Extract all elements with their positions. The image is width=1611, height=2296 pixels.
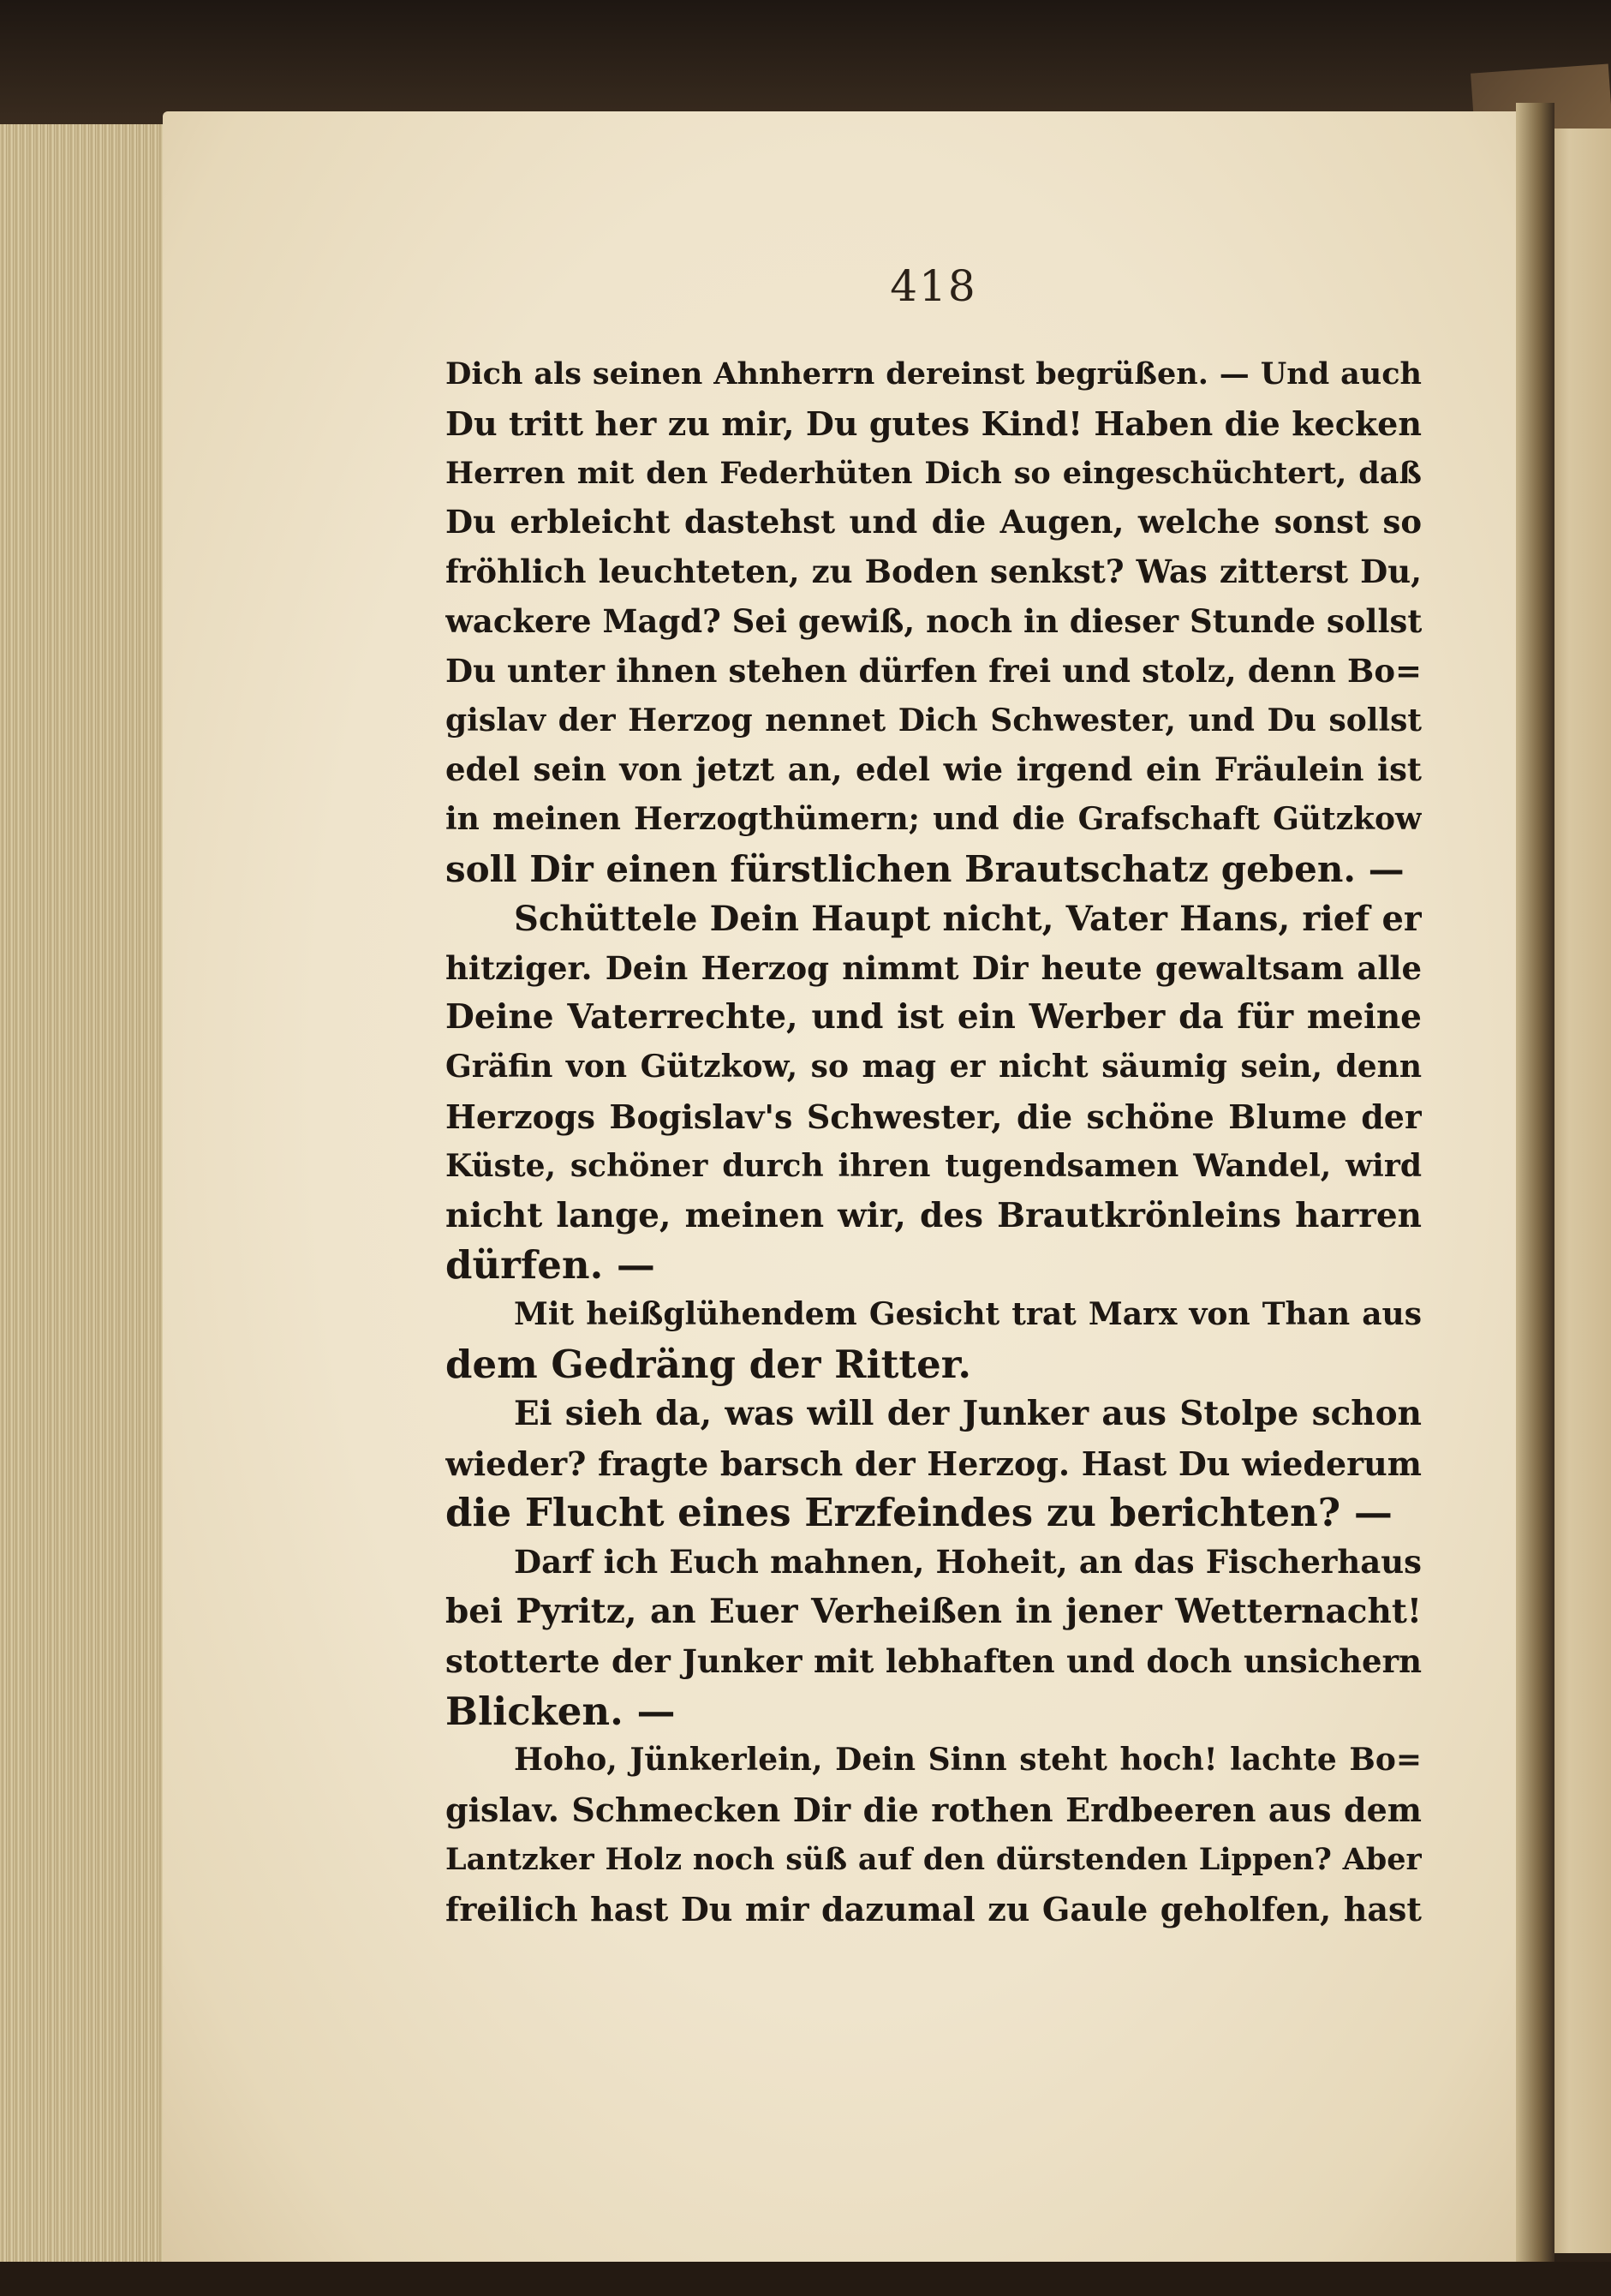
text-line: Deine Vaterrechte, und ist ein Werber da für meine bbox=[445, 997, 1422, 1037]
text-line: Ei sieh da, was will der Junker aus Stolpe schon bbox=[514, 1393, 1422, 1433]
text-line: Darf ich Euch mahnen, Hoheit, an das Fischerhaus bbox=[514, 1543, 1422, 1581]
text-line: soll Dir einen fürstlichen Brautschatz geben. — bbox=[445, 847, 1405, 890]
text-line: Küste, schöner durch ihren tugendsamen Wandel, wird bbox=[445, 1147, 1422, 1184]
text-line: Lantzker Holz noch süß auf den dürstenden Lippen? Aber bbox=[445, 1841, 1422, 1877]
text-line: hitziger. Dein Herzog nimmt Dir heute gewaltsam alle bbox=[445, 948, 1422, 987]
text-line: edel sein von jetzt an, edel wie irgend ein Fräulein ist bbox=[445, 750, 1422, 789]
text-line: Hoho, Jünkerlein, Dein Sinn steht hoch! lachte Bo= bbox=[514, 1742, 1422, 1779]
page-edges-left bbox=[0, 124, 177, 2266]
text-line: fröhlich leuchteten, zu Boden senkst? Was zitterst Du, bbox=[445, 553, 1422, 591]
background-bottom bbox=[0, 2262, 1611, 2296]
text-line: Schüttele Dein Haupt nicht, Vater Hans, rief er bbox=[514, 898, 1422, 939]
text-line: gislav der Herzog nennet Dich Schwester, und Du sollst bbox=[445, 702, 1422, 738]
text-line: gislav. Schmecken Dir die rothen Erdbeeren aus dem bbox=[445, 1791, 1422, 1830]
text-line: nicht lange, meinen wir, des Brautkrönleins harren bbox=[445, 1195, 1422, 1235]
text-line: Du erbleicht dastehst und die Augen, welche sonst so bbox=[445, 503, 1422, 541]
text-line: Dich als seinen Ahnherrn dereinst begrüßen. — Und auch bbox=[445, 356, 1422, 392]
text-line: in meinen Herzogthümern; und die Grafschaft Gützkow bbox=[445, 801, 1422, 838]
text-line: bei Pyritz, an Euer Verheißen in jener Wetternacht! bbox=[445, 1591, 1422, 1631]
text-line: stotterte der Junker mit lebhaften und doch unsichern bbox=[445, 1641, 1422, 1680]
text-line: wieder? fragte barsch der Herzog. Hast Du wiederum bbox=[445, 1444, 1422, 1483]
text-line: dürfen. — bbox=[445, 1242, 655, 1289]
text-line: dem Gedräng der Ritter. bbox=[445, 1341, 972, 1387]
text-line: Mit heißglühendem Gesicht trat Marx von Than aus bbox=[514, 1296, 1422, 1333]
text-line: die Flucht eines Erzfeindes zu berichten? — bbox=[445, 1490, 1393, 1536]
book-gutter bbox=[1516, 103, 1554, 2262]
text-line: wackere Magd? Sei gewiß, noch in dieser Stunde sollst bbox=[445, 601, 1422, 640]
text-line: Du unter ihnen stehen dürfen frei und stolz, denn Bo= bbox=[445, 651, 1422, 690]
text-line: freilich hast Du mir dazumal zu Gaule geholfen, hast bbox=[445, 1889, 1422, 1928]
text-line: Gräfin von Gützkow, so mag er nicht säumig sein, denn bbox=[445, 1049, 1422, 1085]
background-top bbox=[0, 0, 1611, 129]
page-number: 418 bbox=[890, 261, 977, 311]
text-line: Herzogs Bogislav's Schwester, die schöne Blume der bbox=[445, 1097, 1422, 1136]
body-text bbox=[445, 350, 1422, 1934]
text-line: Du tritt her zu mir, Du gutes Kind! Haben die kecken bbox=[445, 404, 1422, 443]
text-line: Herren mit den Federhüten Dich so eingeschüchtert, daß bbox=[445, 455, 1422, 491]
text-line: Blicken. — bbox=[445, 1688, 676, 1734]
